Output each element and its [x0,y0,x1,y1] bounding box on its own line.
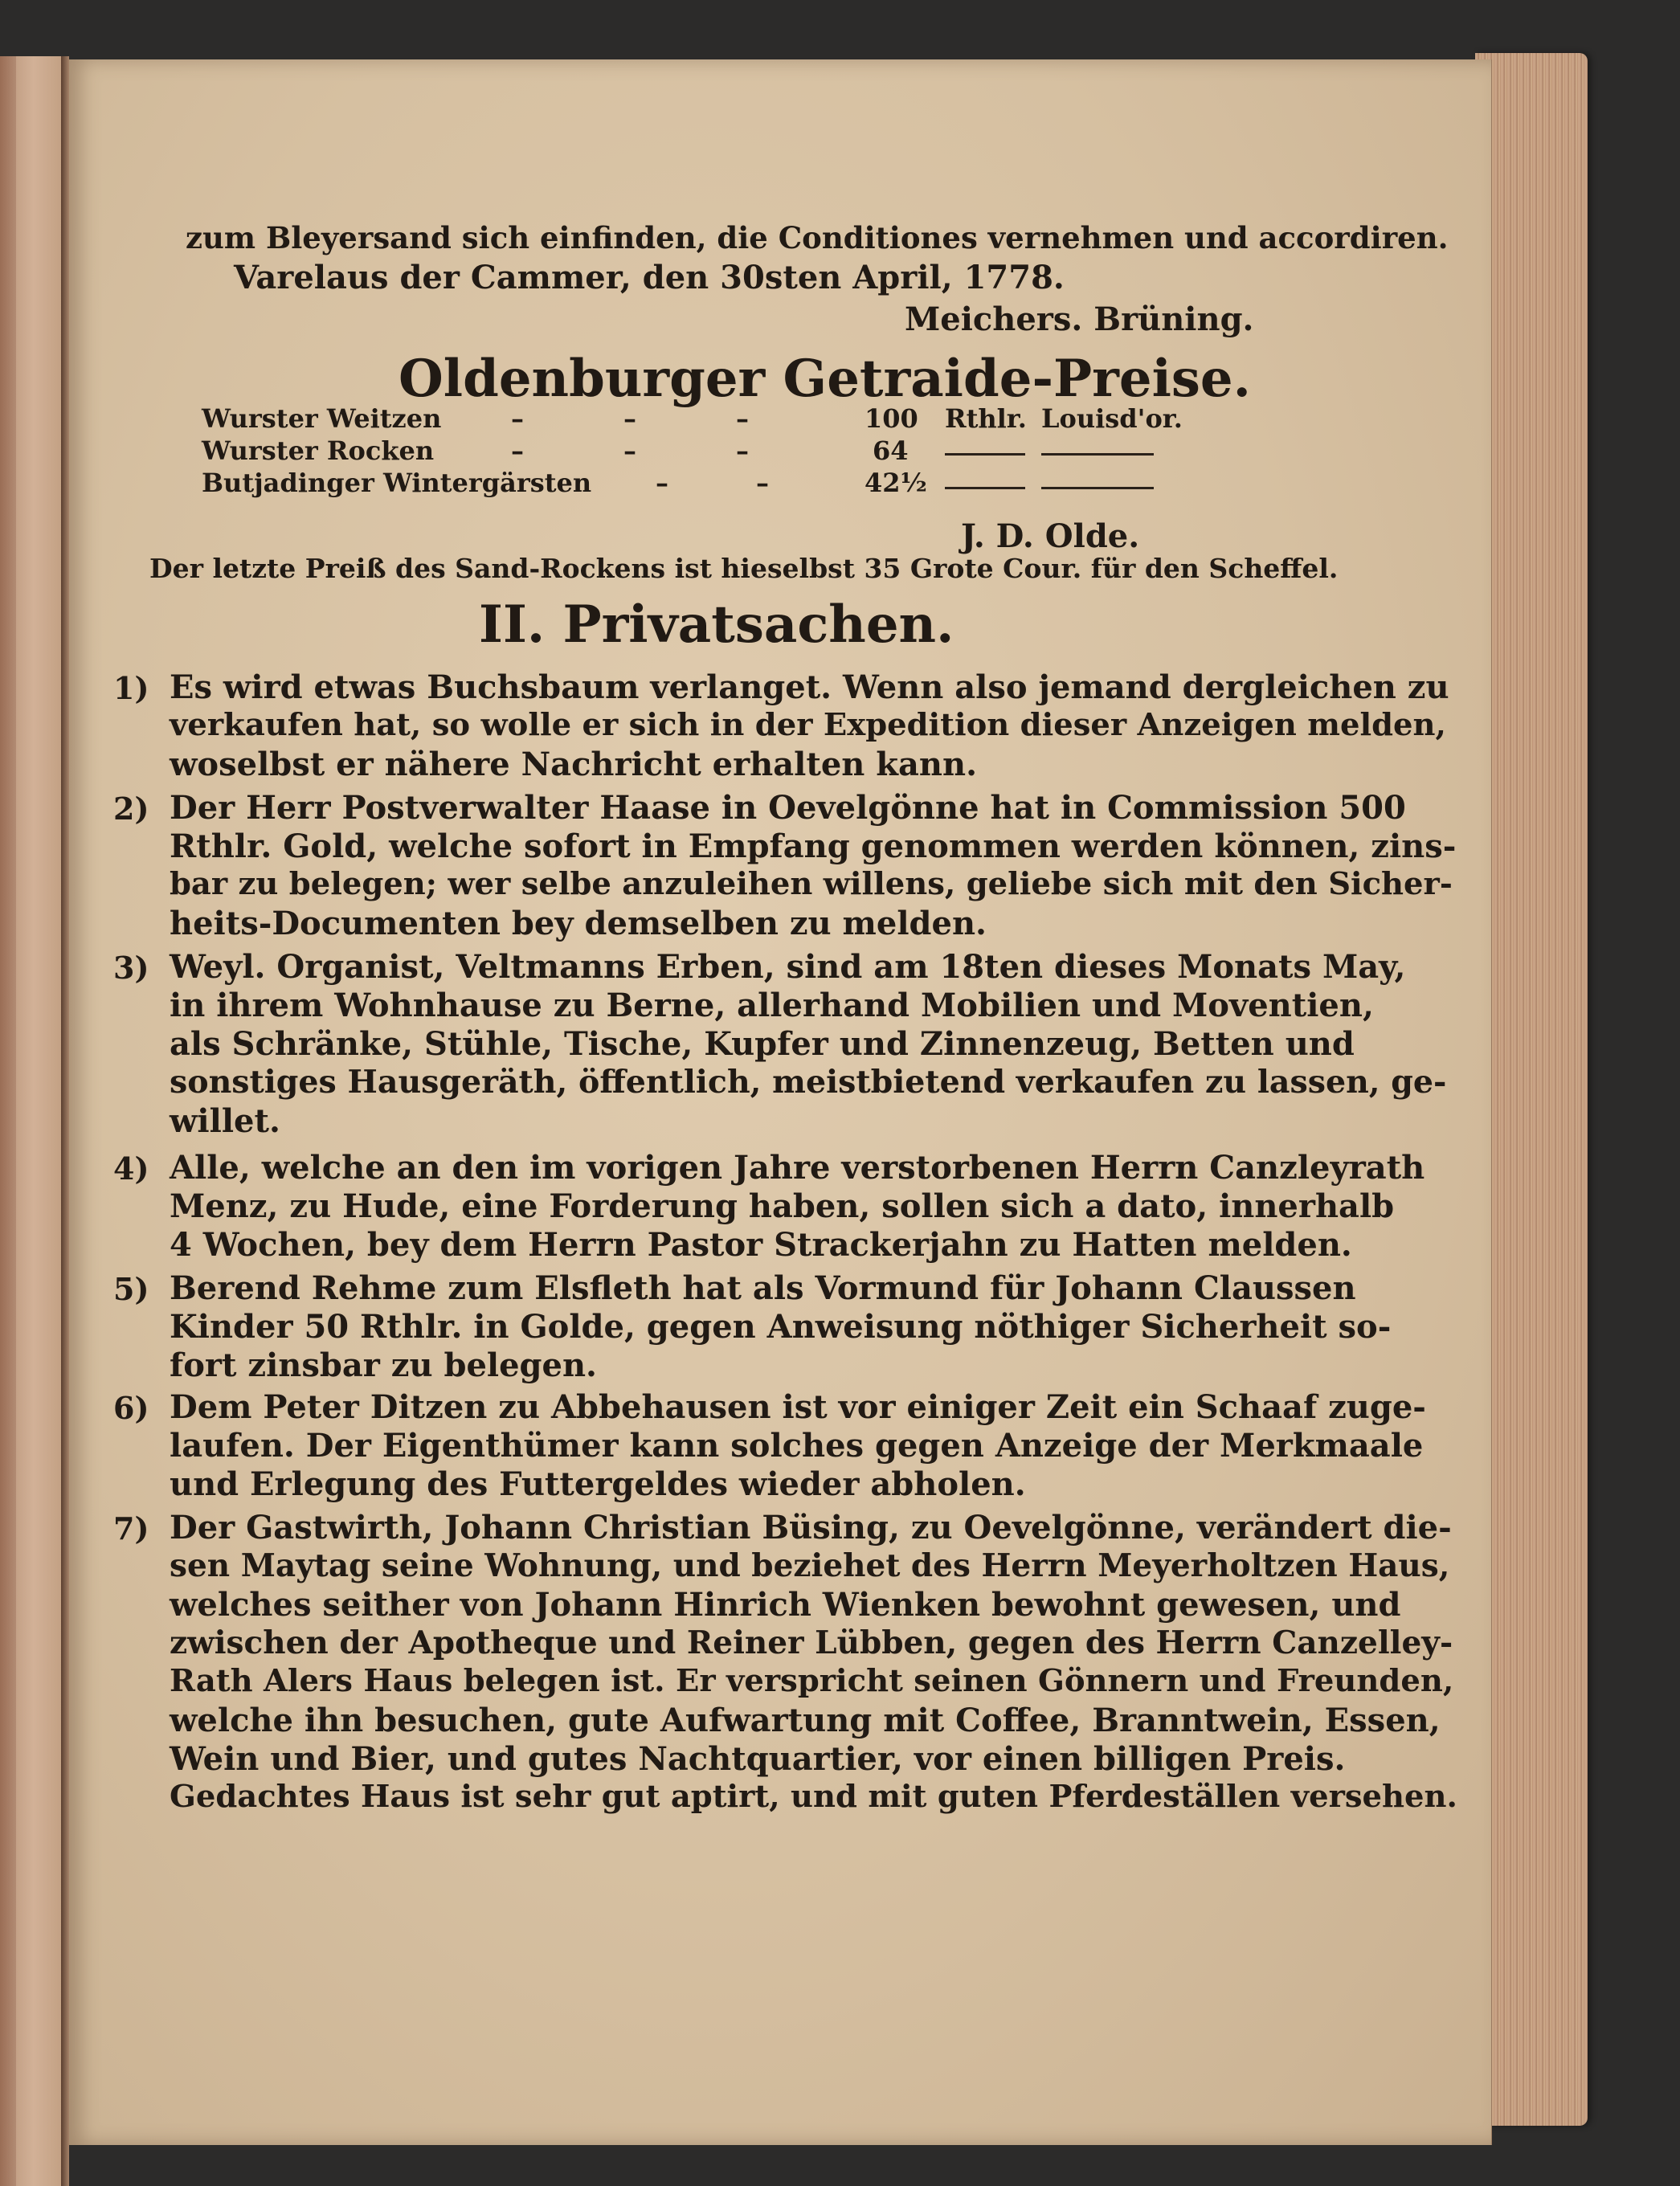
dateline: Varelaus der Cammer, den 30sten April, 1778. [234,259,1065,296]
item-line: Kinder 50 Rthlr. in Golde, gegen Anweisung nöthiger Sicherheit so- [170,1308,1392,1346]
price-ditto-rule [945,487,1025,489]
price-row-dash: – [511,403,524,434]
item-line: welche ihn besuchen, gute Aufwartung mit Coffee, Branntwein, Essen, [170,1702,1441,1739]
price-row-dash: – [736,403,749,434]
item-number: 2) [113,791,149,827]
item-line: Weyl. Organist, Veltmanns Erben, sind am 18ten dieses Monats May, [170,948,1406,986]
item-line: willet. [170,1102,280,1140]
item-line: fort zinsbar zu belegen. [170,1346,597,1384]
section-title: II. Privatsachen. [479,595,954,655]
price-row-label: Butjadinger Wintergärsten [202,468,592,498]
item-number: 7) [113,1510,149,1547]
item-number: 4) [113,1150,149,1187]
item-number: 5) [113,1271,149,1307]
page-stack-edge [1475,53,1588,2126]
left-page-shadow [0,56,16,2186]
item-line: bar zu belegen; wer selbe anzuleihen willens, geliebe sich mit den Sicher- [170,866,1453,902]
price-currency-rthlr: Rthlr. [945,403,1027,434]
item-line: heits-Documenten bey demselben zu melden. [170,905,987,942]
item-line: Dem Peter Ditzen zu Abbehausen ist vor einiger Zeit ein Schaaf zuge- [170,1388,1426,1426]
item-line: woselbst er nähere Nachricht erhalten kann. [170,746,977,783]
price-row-dash: – [736,435,749,466]
item-number: 3) [113,950,149,986]
price-ditto-rule [1041,453,1154,456]
item-line: Der Gastwirth, Johann Christian Büsing, zu Oevelgönne, verändert die- [170,1509,1452,1547]
item-line: in ihrem Wohnhause zu Berne, allerhand Mobilien und Moventien, [170,987,1374,1024]
item-line: Wein und Bier, und gutes Nachtquartier, vor einen billigen Preis. [170,1740,1346,1778]
item-number: 1) [113,670,149,706]
signatures: Meichers. Brüning. [905,300,1254,338]
price-row-dash: – [756,468,769,498]
item-number: 6) [113,1390,149,1426]
book-gutter [61,56,69,2186]
item-line: verkaufen hat, so wolle er sich in der Expedition dieser Anzeigen melden, [170,707,1446,743]
item-line: sen Maytag seine Wohnung, und beziehet des Herrn Meyerholtzen Haus, [170,1547,1450,1584]
price-row-label: Wurster Weitzen [202,403,442,434]
price-row-dash: – [623,403,636,434]
item-line: laufen. Der Eigenthümer kann solches gegen Anzeige der Merkmaale [170,1427,1424,1465]
price-row-dash: – [656,468,668,498]
left-page-edge [0,56,63,2186]
prices-note: Der letzte Preiß des Sand-Rockens ist hieselbst 35 Grote Cour. für den Scheffel. [149,553,1339,584]
item-line: Menz, zu Hude, eine Forderung haben, sollen sich a dato, innerhalb [170,1187,1395,1225]
document-page [69,59,1492,2145]
price-ditto-rule [945,453,1025,456]
price-currency-louisdor: Louisd'or. [1041,403,1183,434]
price-ditto-rule [1041,487,1154,489]
item-line: Rthlr. Gold, welche sofort in Empfang genommen werden können, zins- [170,827,1457,865]
item-line: zwischen der Apotheque und Reiner Lübben, gegen des Herrn Canzelley- [170,1624,1453,1661]
prices-title: Oldenburger Getraide-Preise. [399,349,1251,409]
item-line: Es wird etwas Buchsbaum verlanget. Wenn also jemand dergleichen zu [170,668,1449,706]
price-row-value: 100 [865,403,918,434]
carryover-line: zum Bleyersand sich einfinden, die Conditiones vernehmen und accordiren. [186,220,1449,255]
price-row-dash: – [511,435,524,466]
item-line: Alle, welche an den im vorigen Jahre verstorbenen Herrn Canzleyrath [170,1149,1425,1187]
item-line: Der Herr Postverwalter Haase in Oevelgönne hat in Commission 500 [170,789,1406,827]
item-line: 4 Wochen, bey dem Herrn Pastor Strackerjahn zu Hatten melden. [170,1226,1352,1264]
price-row-value: 42½ [865,468,927,498]
price-row-value: 64 [873,435,909,466]
price-row-label: Wurster Rocken [202,435,435,466]
prices-signature: J. D. Olde. [961,517,1140,555]
item-line: und Erlegung des Futtergeldes wieder abholen. [170,1465,1026,1503]
item-line: welches seither von Johann Hinrich Wienken bewohnt gewesen, und [170,1586,1401,1624]
item-line: als Schränke, Stühle, Tische, Kupfer und Zinnenzeug, Betten und [170,1025,1355,1063]
item-line: Berend Rehme zum Elsfleth hat als Vormund für Johann Claussen [170,1269,1356,1307]
item-line: sonstiges Hausgeräth, öffentlich, meistbietend verkaufen zu lassen, ge- [170,1064,1447,1101]
item-line: Rath Alers Haus belegen ist. Er verspricht seinen Gönnern und Freunden, [170,1663,1454,1699]
price-row-dash: – [623,435,636,466]
item-line: Gedachtes Haus ist sehr gut aptirt, und mit guten Pferdeställen versehen. [170,1779,1457,1815]
